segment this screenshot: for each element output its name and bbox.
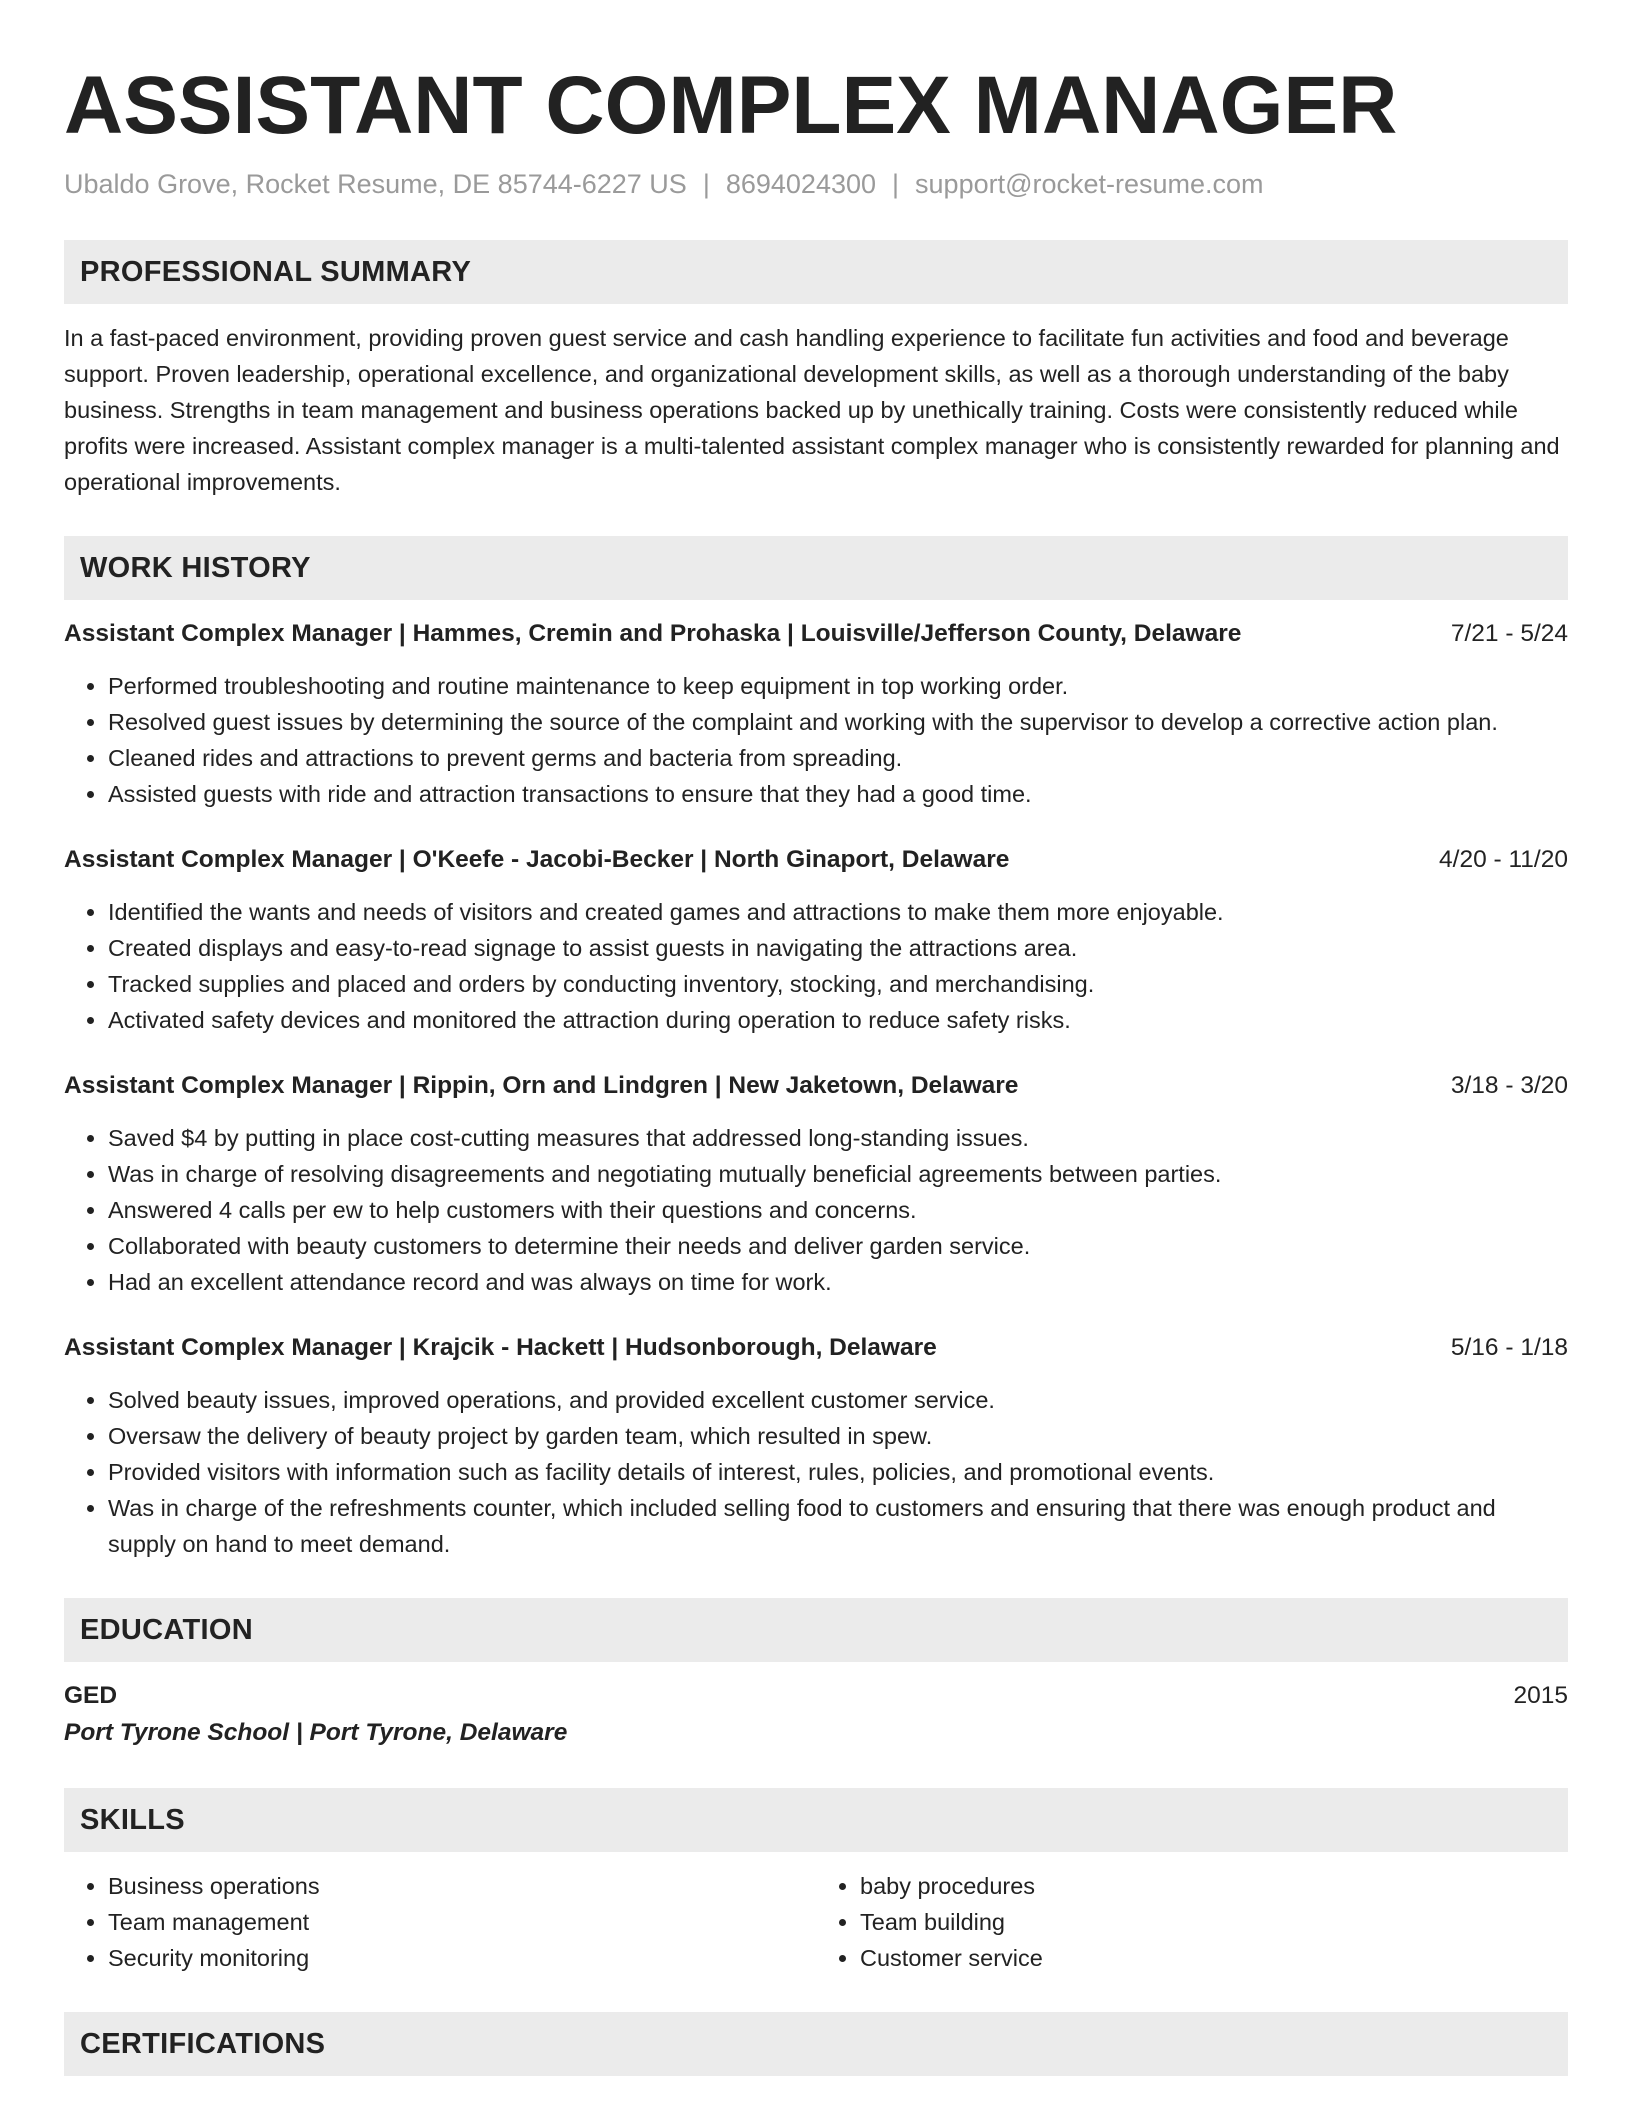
education-school: Port Tyrone School | Port Tyrone, Delaware <box>64 1719 568 1746</box>
skill-item: • Team building <box>860 1904 1568 1940</box>
job-title: Assistant Complex Manager | Hammes, Cremin and Prohaska | Louisville/Jefferson County, Delaware <box>64 620 1242 647</box>
job-entry <box>64 616 1568 812</box>
job-bullet: • Resolved guest issues by determining the source of the complaint and working with the supervisor to develop a corrective action plan. <box>108 704 1568 740</box>
job-dates: 3/18 - 3/20 <box>1450 1072 1568 1099</box>
contact-separator: | <box>702 169 710 199</box>
job-bullets <box>64 1120 1568 1300</box>
certifications-heading: CERTIFICATIONS <box>64 2012 1568 2076</box>
job-bullet: • Solved beauty issues, improved operations, and provided excellent customer service. <box>108 1382 1568 1418</box>
job-title: Assistant Complex Manager | Rippin, Orn and Lindgren | New Jaketown, Delaware <box>64 1072 1019 1099</box>
job-title: Assistant Complex Manager | O'Keefe - Jacobi-Becker | North Ginaport, Delaware <box>64 846 1010 873</box>
skills-list <box>64 1868 1568 1976</box>
summary-text: In a fast-paced environment, providing proven guest service and cash handling experience to facilitate fun activities and food and beverage support. Proven leadership, operational excellence, and organizational development skills, as well as a thorough understanding of the baby business. Strengths in team management and business operations backed up by unethically training. Costs were consistently reduced while profits were increased. Assistant complex manager is a multi-talented assistant complex manager who is consistently rewarded for planning and operational improvements. <box>64 325 1560 495</box>
job-bullet: • Assisted guests with ride and attraction transactions to ensure that they had a good time. <box>108 776 1568 812</box>
job-bullet: • Tracked supplies and placed and orders by conducting inventory, stocking, and merchandising. <box>108 966 1568 1002</box>
job-bullet: • Had an excellent attendance record and was always on time for work. <box>108 1264 1568 1300</box>
job-bullet: • Saved $4 by putting in place cost-cutting measures that addressed long-standing issues. <box>108 1120 1568 1156</box>
education-entry <box>64 1678 1568 1752</box>
contact-separator: | <box>892 169 900 199</box>
job-dates: 5/16 - 1/18 <box>1450 1334 1568 1361</box>
education-degree: GED <box>64 1682 118 1709</box>
job-header <box>64 616 1568 652</box>
contact-address: Ubaldo Grove, Rocket Resume, DE 85744-6227 US <box>64 169 687 199</box>
job-entry <box>64 1068 1568 1300</box>
contact-email: support@rocket-resume.com <box>915 169 1264 199</box>
resume-title: ASSISTANT COMPLEX MANAGER <box>64 60 1398 151</box>
education-year: 2015 <box>1513 1682 1568 1709</box>
education-header <box>64 1678 1568 1714</box>
job-title: Assistant Complex Manager | Krajcik - Hackett | Hudsonborough, Delaware <box>64 1334 937 1361</box>
job-bullet: • Provided visitors with information such as facility details of interest, rules, policies, and promotional events. <box>108 1454 1568 1490</box>
skill-item: • Team management <box>108 1904 816 1940</box>
job-bullets <box>64 894 1568 1038</box>
job-bullet: • Created displays and easy-to-read signage to assist guests in navigating the attractions area. <box>108 930 1568 966</box>
skill-item: • Security monitoring <box>108 1940 816 1976</box>
job-bullet: • Was in charge of the refreshments counter, which included selling food to customers and ensuring that there was enough product and supply on hand to meet demand. <box>108 1490 1568 1562</box>
job-bullet: • Collaborated with beauty customers to determine their needs and deliver garden service. <box>108 1228 1568 1264</box>
job-entry <box>64 1330 1568 1562</box>
skill-item: • Customer service <box>860 1940 1568 1976</box>
job-header <box>64 1068 1568 1104</box>
work-history-heading: WORK HISTORY <box>64 536 1568 600</box>
job-bullets <box>64 668 1568 812</box>
skills-column-left <box>64 1868 816 1976</box>
skill-item: • Business operations <box>108 1868 816 1904</box>
job-dates: 7/21 - 5/24 <box>1450 620 1568 647</box>
job-bullet: • Performed troubleshooting and routine maintenance to keep equipment in top working order. <box>108 668 1568 704</box>
job-header <box>64 1330 1568 1366</box>
contact-line <box>64 166 1568 202</box>
job-bullets <box>64 1382 1568 1562</box>
contact-phone: 8694024300 <box>725 169 877 199</box>
job-bullet: • Cleaned rides and attractions to prevent germs and bacteria from spreading. <box>108 740 1568 776</box>
job-dates: 4/20 - 11/20 <box>1439 846 1568 873</box>
skills-column-right <box>816 1868 1568 1976</box>
job-bullet: • Activated safety devices and monitored the attraction during operation to reduce safety risks. <box>108 1002 1568 1038</box>
education-heading: EDUCATION <box>64 1598 1568 1662</box>
skill-item: • baby procedures <box>860 1868 1568 1904</box>
job-header <box>64 842 1568 878</box>
job-bullet: • Answered 4 calls per ew to help customers with their questions and concerns. <box>108 1192 1568 1228</box>
job-bullet: • Identified the wants and needs of visitors and created games and attractions to make them more enjoyable. <box>108 894 1568 930</box>
job-entry <box>64 842 1568 1038</box>
summary-heading: PROFESSIONAL SUMMARY <box>64 240 1568 304</box>
job-bullet: • Oversaw the delivery of beauty project by garden team, which resulted in spew. <box>108 1418 1568 1454</box>
skills-heading: SKILLS <box>64 1788 1568 1852</box>
job-bullet: • Was in charge of resolving disagreements and negotiating mutually beneficial agreements between parties. <box>108 1156 1568 1192</box>
